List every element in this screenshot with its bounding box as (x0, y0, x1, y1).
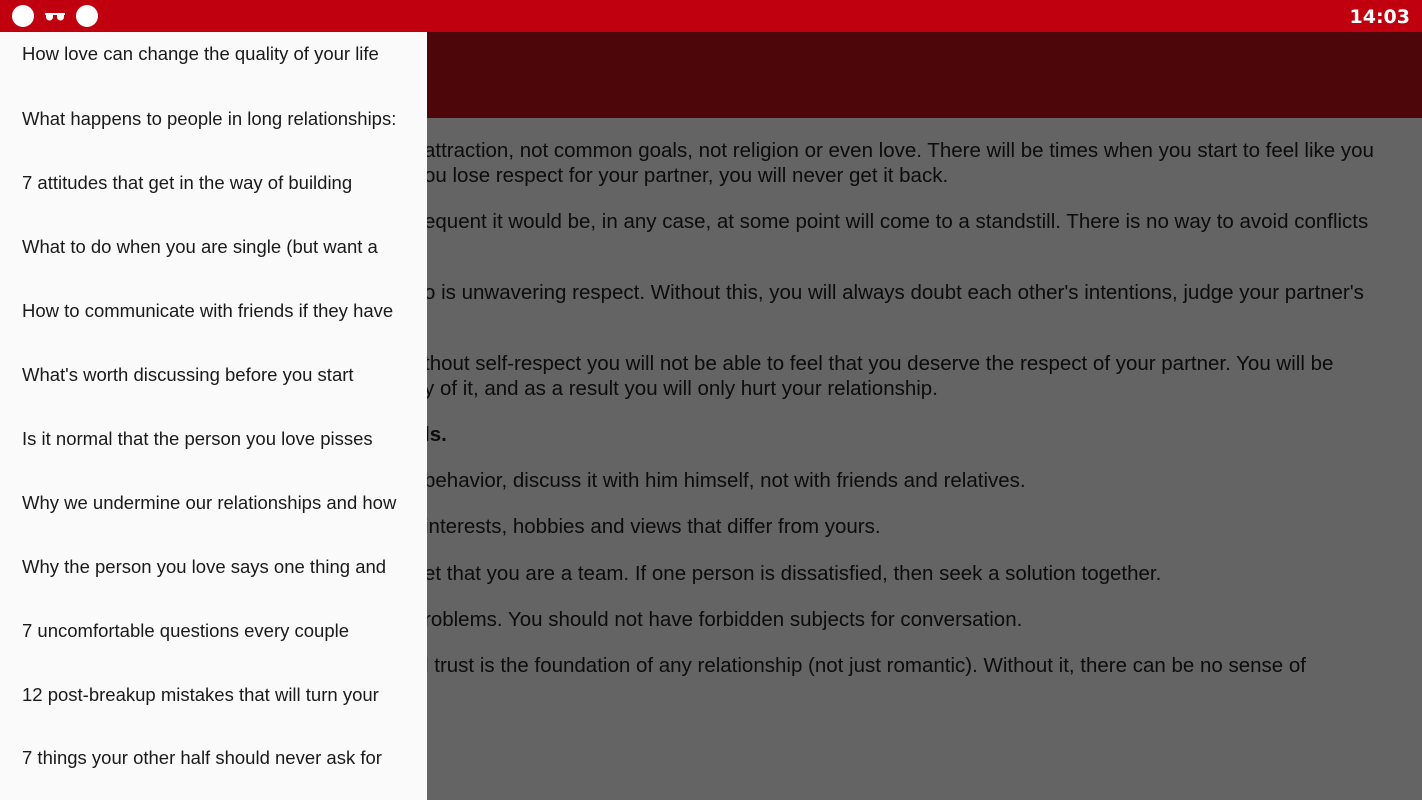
drawer-item[interactable] (0, 726, 427, 790)
drawer-item-label: Is it normal that the person you love pisses (22, 428, 373, 449)
drawer-item-label: What's worth discussing before you start (22, 364, 354, 385)
drawer-item[interactable] (0, 407, 427, 471)
drawer-item-label: What to do when you are single (but want a (22, 236, 378, 257)
glasses-icon (44, 5, 66, 27)
drawer-item-label: Why we undermine our relationships and how (22, 492, 397, 513)
drawer-item-label: 12 post-breakup mistakes that will turn your (22, 684, 379, 705)
drawer-item[interactable] (0, 279, 427, 343)
drawer-item-label: Why the person you love says one thing and (22, 556, 387, 577)
status-time: 14:03 (1349, 6, 1410, 28)
drawer-item-label: How to communicate with friends if they have (22, 300, 394, 321)
circle-icon (76, 5, 98, 27)
drawer-item-label: 7 things your other half should never ask for (22, 747, 382, 768)
drawer-item[interactable] (0, 87, 427, 151)
drawer-item-label: 7 attitudes that get in the way of building (22, 172, 353, 193)
drawer-item[interactable] (0, 151, 427, 215)
drawer-item[interactable] (0, 535, 427, 599)
drawer-item[interactable] (0, 599, 427, 663)
drawer-item-label: What happens to people in long relationships: (22, 108, 397, 129)
drawer-item[interactable] (0, 663, 427, 727)
navigation-drawer (0, 32, 427, 800)
drawer-item-label: 7 uncomfortable questions every couple (22, 620, 350, 641)
drawer-item-label: How love can change the quality of your life (22, 43, 379, 64)
drawer-item[interactable] (0, 215, 427, 279)
drawer-item[interactable] (0, 471, 427, 535)
circle-icon (12, 5, 34, 27)
status-icons (12, 5, 98, 27)
drawer-item[interactable] (0, 343, 427, 407)
status-bar (0, 0, 1422, 32)
